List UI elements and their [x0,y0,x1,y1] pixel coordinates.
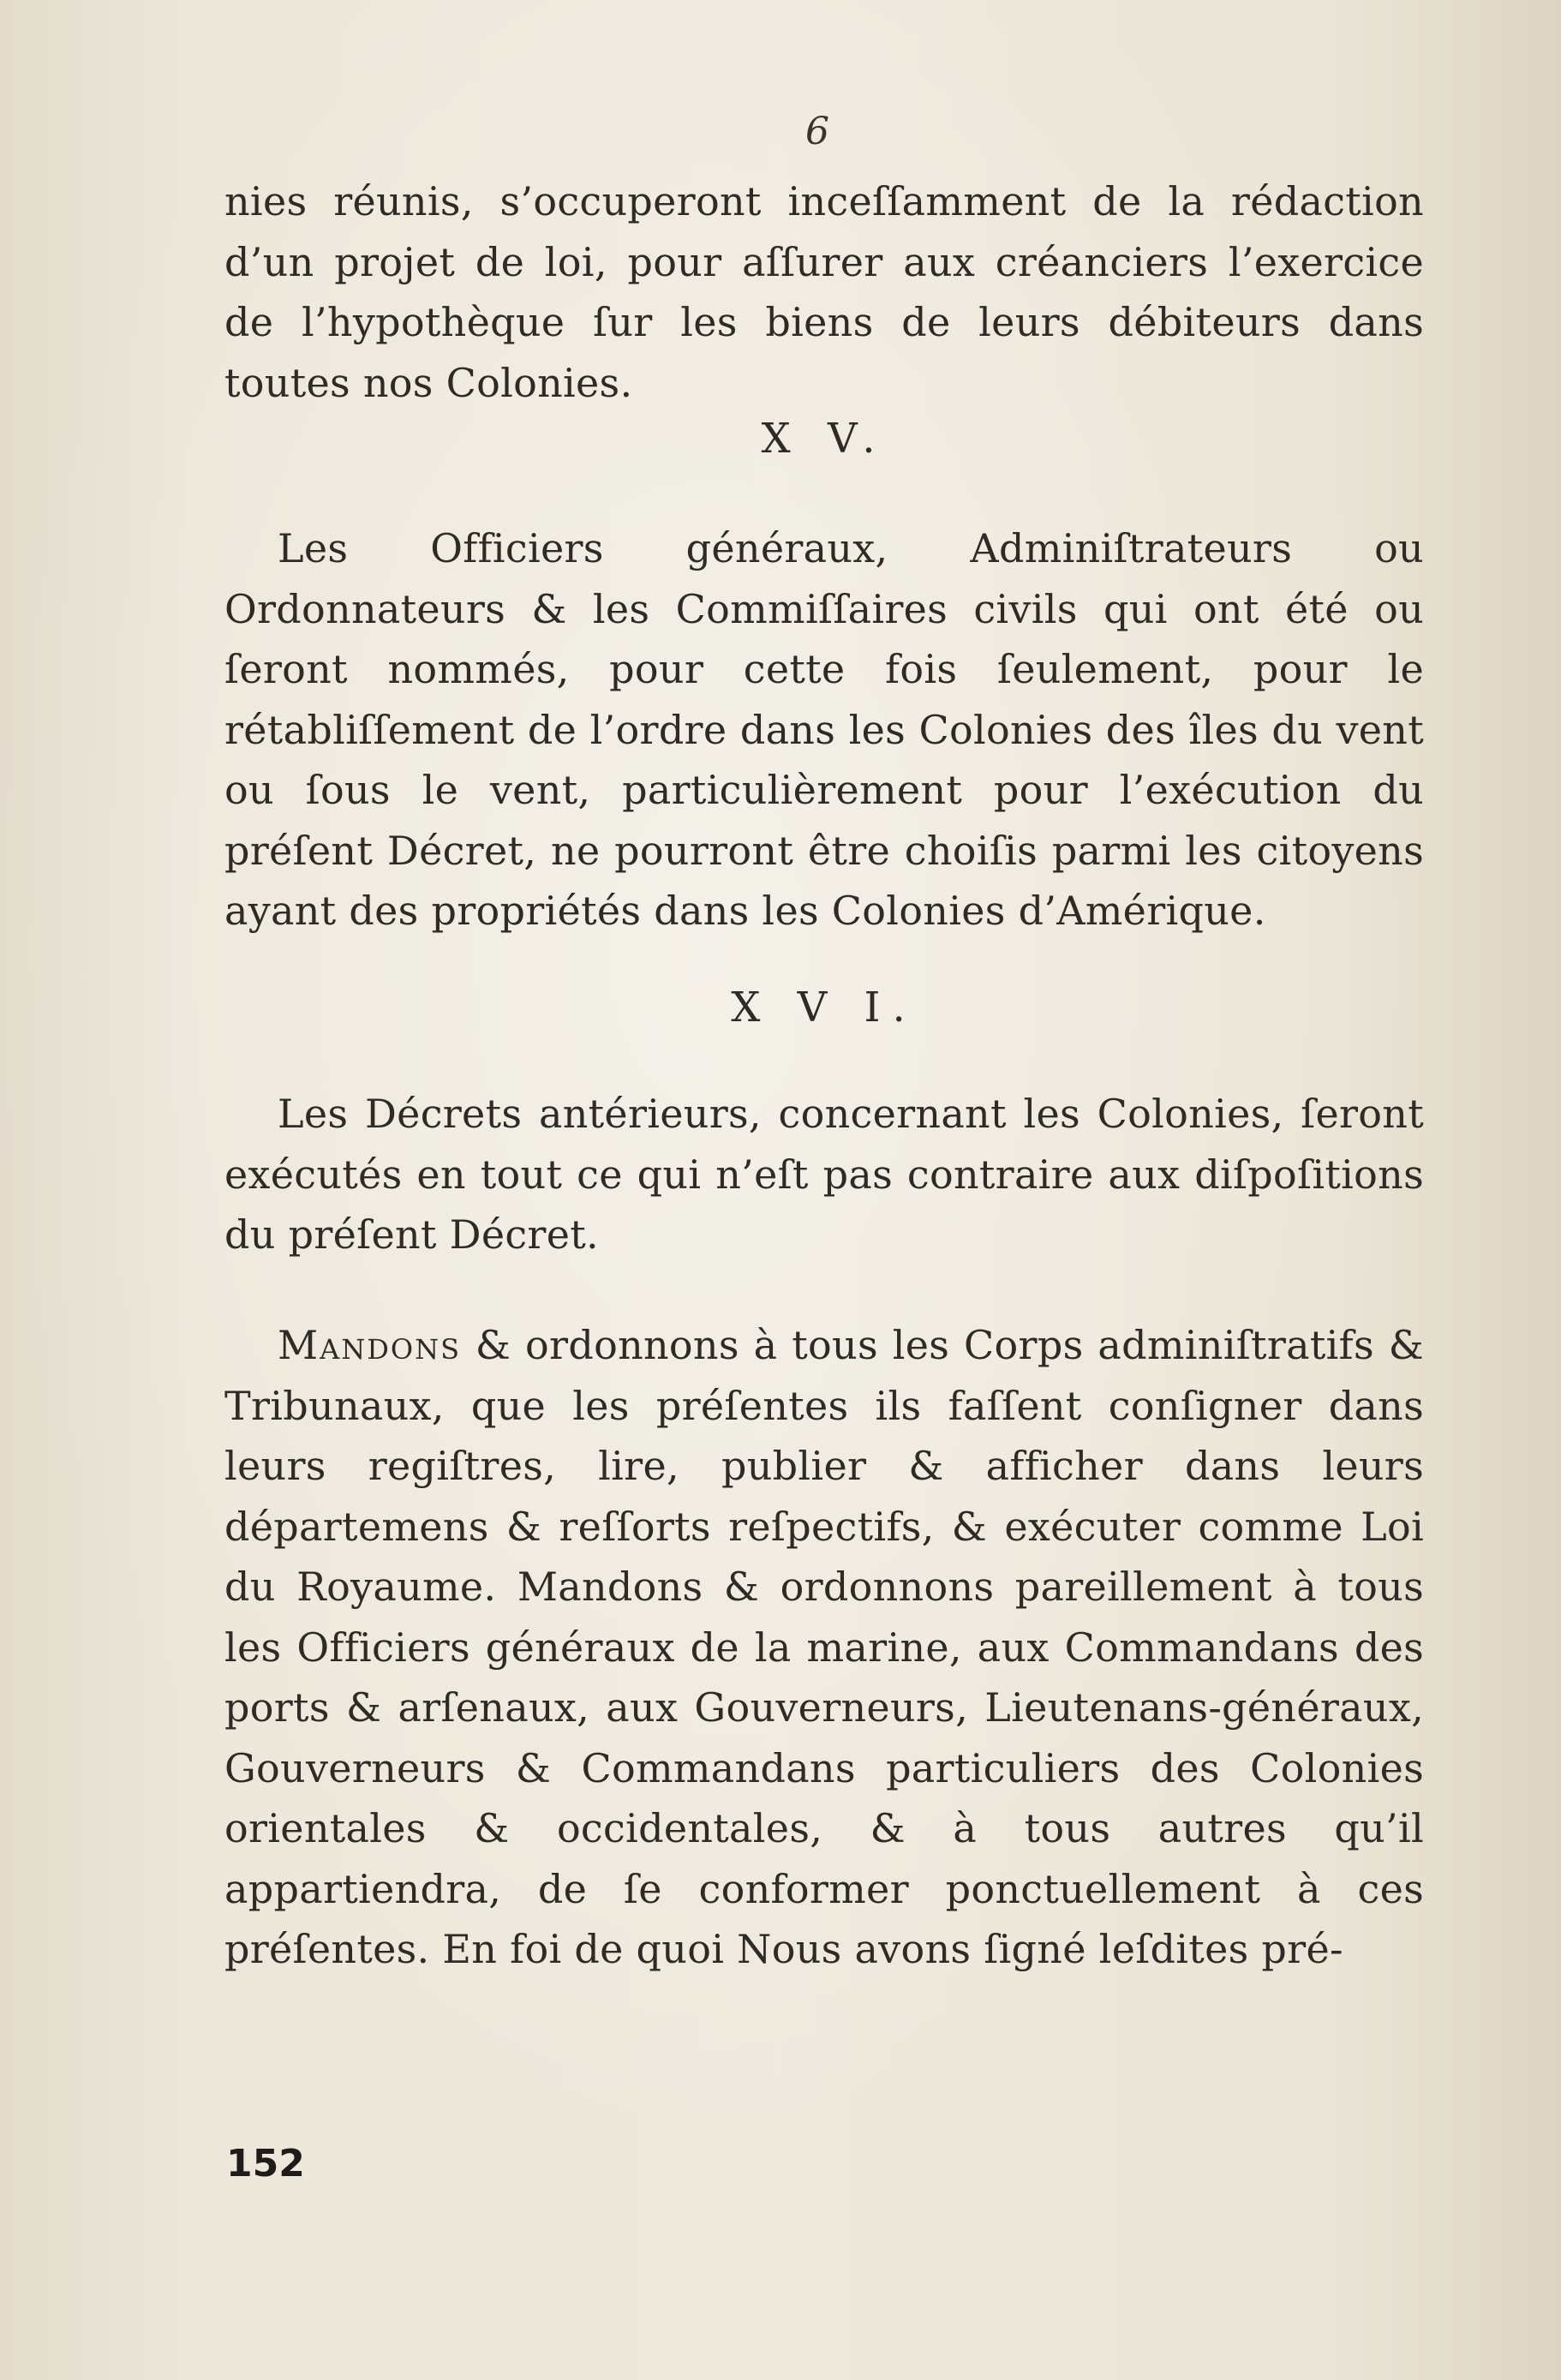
mandate-text: & ordonnons à tous les Corps adminiſtratifs & Tribunaux, que les préſentes ils faſſent conſigner dans leurs regiſtres, lire, publier & afficher dans leurs départemens & reſſorts reſpectifs, & exécuter comme Loi du Royaume. Mandons & ordonnons pareillement à tous les Officiers généraux de la marine, aux Commandans des ports & arſenaux, aux Gouverneurs, Lieutenans-généraux, Gouverneurs & Commandans particuliers des Colonies orientales & occidentales, & à tous autres qu’il appartiendra, de ſe conformer ponctuellement à ces préſentes. En foi de quoi Nous avons ſigné leſdites pré- [224,1322,1424,1972]
mandate-paragraph [224,1315,1424,1980]
footer-page-number: 152 [226,2142,305,2186]
article-xv-heading: X V. [761,415,888,463]
mandate-lead-word: Mandons [278,1322,462,1368]
article-xvi-heading: X V I. [731,984,918,1032]
article-xvi-text: Les Décrets antérieurs, concernant les Colonies, ſeront exécutés en tout ce qui n’eſt pas contraire aux diſpoſitions du préſent Décret. [224,1091,1424,1258]
page-number-top: 6 [805,110,829,153]
paragraph-continuation: nies réunis, s’occuperont inceſſamment de la rédaction d’un projet de loi, pour aſſurer aux créanciers l’exercice de l’hypothèque ſur les biens de leurs débiteurs dans toutes nos Colonies. [224,178,1424,406]
article-xv-text: Les Officiers généraux, Adminiſtrateurs ou Ordonnateurs & les Commiſſaires civils qui ont été ou ſeront nommés, pour cette fois ſeulement, pour le rétabliſſement de l’ordre dans les Colonies des îles du vent ou ſous le vent, particulièrement pour l’exécution du préſent Décret, ne pourront être choiſis parmi les citoyens ayant des propriétés dans les Colonies d’Amérique. [224,525,1424,934]
